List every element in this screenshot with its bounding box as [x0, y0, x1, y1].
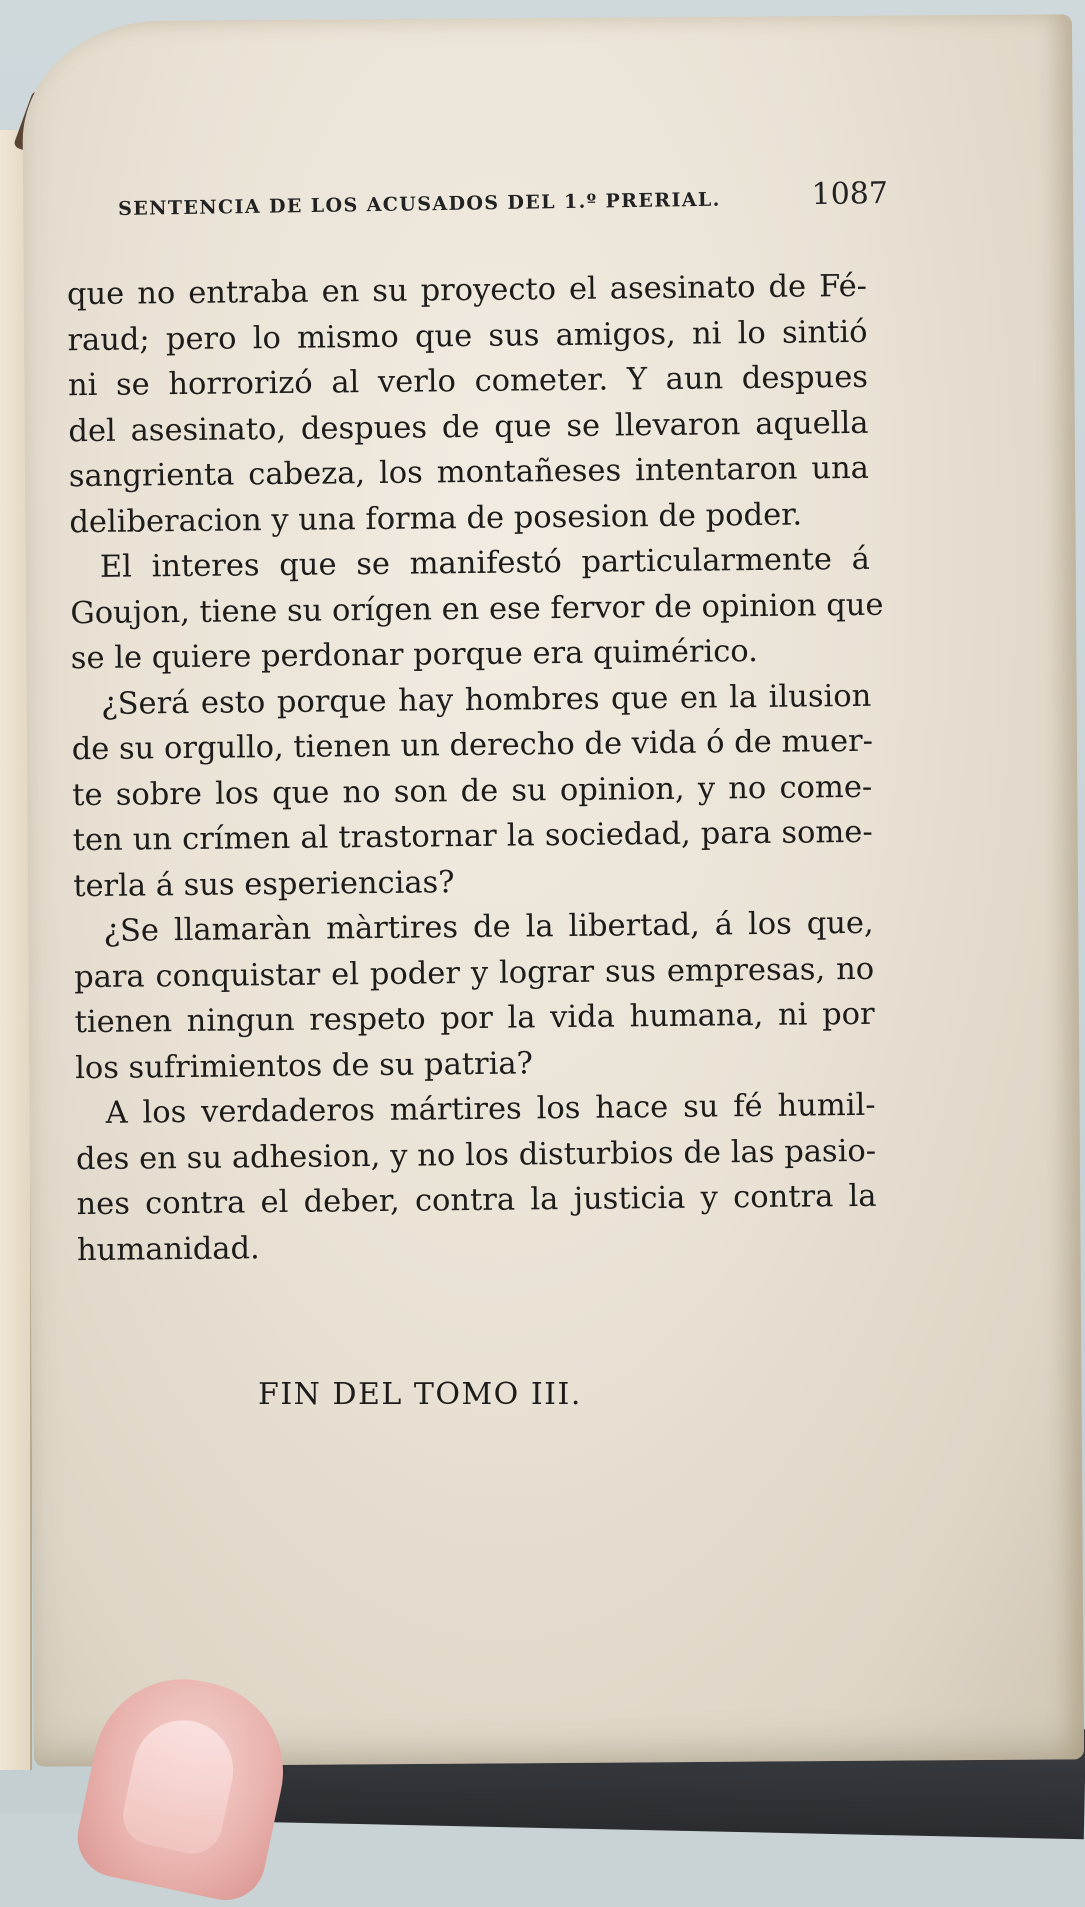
text-line: que no entraba en su proyecto el asesinato de Fé- [66, 268, 868, 313]
text-line: terla á sus esperiencias? [73, 864, 455, 904]
paragraph [67, 264, 870, 545]
text-line: raud; pero lo mismo que sus amigos, ni lo sintió [67, 314, 868, 358]
text-line: los sufrimientos de su patria? [74, 1045, 534, 1086]
text-line: nes contra el deber, contra la justicia y contra la [76, 1178, 877, 1223]
text-line: se le quiere perdonar porque era quimérico. [70, 634, 759, 677]
text-line: ni se horrorizó al verlo cometer. Y aun despues [67, 359, 869, 404]
page-number: 1087 [811, 175, 889, 213]
text-line: te sobre los que no son de su opinion, y no come- [72, 769, 873, 813]
paragraph [73, 901, 875, 1091]
text-line: Goujon, tiene su orígen en ese fervor de opinion que [70, 587, 884, 631]
text-line: ¿Será esto porque hay hombres que en la ilusion [101, 678, 872, 722]
text-line: El interes que se manifestó particularmente á [99, 541, 871, 585]
end-of-volume-label: FIN DEL TOMO III. [258, 1377, 582, 1412]
text-line: des en su adhesion, y no los disturbios de las pasio- [75, 1133, 877, 1177]
text-line: para conquistar el poder y lograr sus empresas, no [73, 951, 875, 995]
text-line: ¿Se llamaràn màrtires de la libertad, á los que, [103, 905, 874, 949]
paragraph [75, 1083, 877, 1273]
text-line: deliberacion y una forma de posesion de poder. [69, 497, 803, 540]
body-text [66, 264, 884, 1273]
text-line: humanidad. [76, 1230, 260, 1268]
paragraph [71, 673, 873, 909]
paragraph [70, 537, 884, 682]
text-line: de su orgullo, tienen un derecho de vida ó de muer- [71, 723, 874, 768]
text-line: ten un crímen al trastornar la sociedad, para some- [72, 814, 873, 859]
text-line: del asesinato, despues de que se llevaron aquella [68, 405, 869, 449]
text-line: A los verdaderos mártires los hace su fé humil- [105, 1087, 876, 1131]
running-title: SENTENCIA DE LOS ACUSADOS DEL 1.º PRERIAL. [117, 188, 721, 221]
text-line: sangrienta cabeza, los montañeses intentaron una [68, 450, 870, 495]
text-line: tienen ningun respeto por la vida humana, ni por [74, 996, 875, 1041]
